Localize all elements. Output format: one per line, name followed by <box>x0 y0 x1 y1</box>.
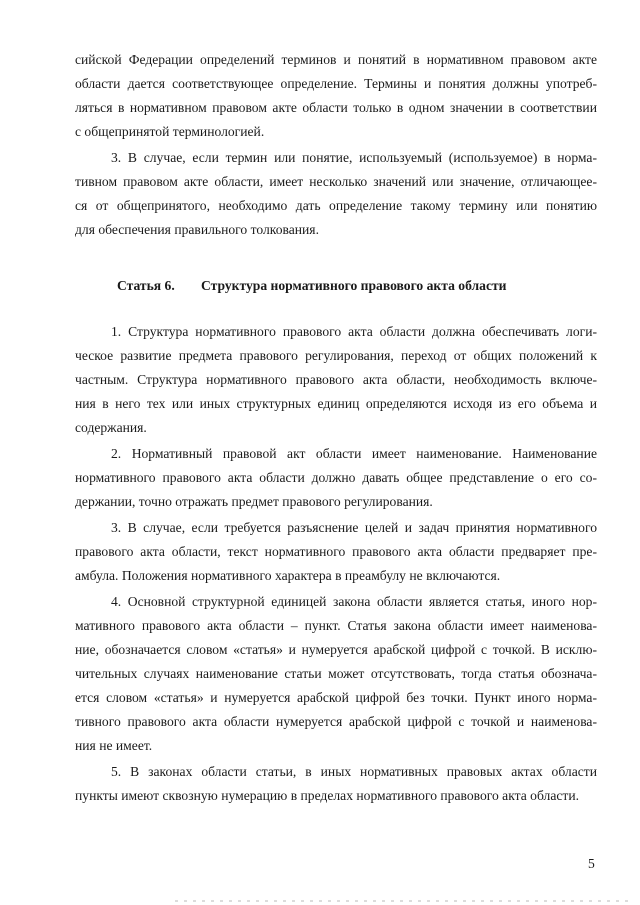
paragraph-line: 1. Структура нормативного правового акта области должна обеспечивать логи- <box>111 324 597 339</box>
page-number: 5 <box>588 856 595 871</box>
paragraph-line: амбула. Положения нормативного характера в преамбулу не включаются. <box>75 568 501 583</box>
paragraph-line: мативного правового акта области – пункт. Статья закона области имеет наименова- <box>75 618 597 633</box>
article-heading <box>117 276 507 296</box>
paragraph-line: ние, обозначается словом «статья» и нумеруется арабской цифрой с точкой. В исклю- <box>75 642 597 657</box>
paragraph-line: частным. Структура нормативного правового акта области, необходимость включе- <box>75 372 597 387</box>
paragraph-line: чительных случаях наименование статьи может отсутствовать, тогда статья обознача- <box>75 666 597 681</box>
paragraph-line: нормативного правового акта области должно давать общее представление о его со- <box>75 470 597 485</box>
paragraph-line: с общепринятой терминологией. <box>75 124 265 139</box>
paragraph-line: тивного правового акта области нумеруется арабской цифрой с точкой и наименова- <box>75 714 597 729</box>
article-title: Структура нормативного правового акта области <box>201 278 507 293</box>
paragraph-line: ляться в нормативном правовом акте области только в одном значении в соответствии <box>75 100 597 115</box>
paragraph-line: 3. В случае, если термин или понятие, используемый (используемое) в норма- <box>111 150 597 165</box>
scan-artifact <box>175 900 630 902</box>
paragraph-line: 3. В случае, если требуется разъяснение целей и задач принятия нормативного <box>111 520 597 535</box>
paragraph-line: пункты имеют сквозную нумерацию в пределах нормативного правового акта области. <box>75 788 580 803</box>
paragraph-line: содержания. <box>75 420 147 435</box>
paragraph-line: сийской Федерации определений терминов и понятий в нормативном правовом акте <box>75 52 597 67</box>
paragraph-line: правового акта области, текст нормативного правового акта области предваряет пре- <box>75 544 597 559</box>
paragraph-line: тивном правовом акте области, имеет несколько значений или значение, отличающее- <box>75 174 597 189</box>
paragraph-line: ческое развитие предмета правового регулирования, переход от общих положений к <box>75 348 597 363</box>
paragraph-line: для обеспечения правильного толкования. <box>75 222 319 237</box>
paragraph-line: 2. Нормативный правовой акт области имеет наименование. Наименование <box>111 446 597 461</box>
paragraph-line: ся от общепринятого, необходимо дать определение такому термину или понятию <box>75 198 597 213</box>
article-number: Статья 6. <box>117 278 175 293</box>
paragraph-line: ния в него тех или иных структурных единиц определяются исходя из его объема и <box>75 396 597 411</box>
paragraph-line: 4. Основной структурной единицей закона области является статья, иного нор- <box>111 594 597 609</box>
paragraph-line: ется словом «статья» и нумеруется арабской цифрой без точки. Пункт иного норма- <box>75 690 597 705</box>
paragraph-line: 5. В законах области статьи, в иных нормативных правовых актах области <box>111 764 597 779</box>
paragraph-line: ния не имеет. <box>75 738 153 753</box>
paragraph-line: держании, точно отражать предмет правового регулирования. <box>75 494 433 509</box>
paragraph-line: области дается соответствующее определение. Термины и понятия должны употреб- <box>75 76 597 91</box>
